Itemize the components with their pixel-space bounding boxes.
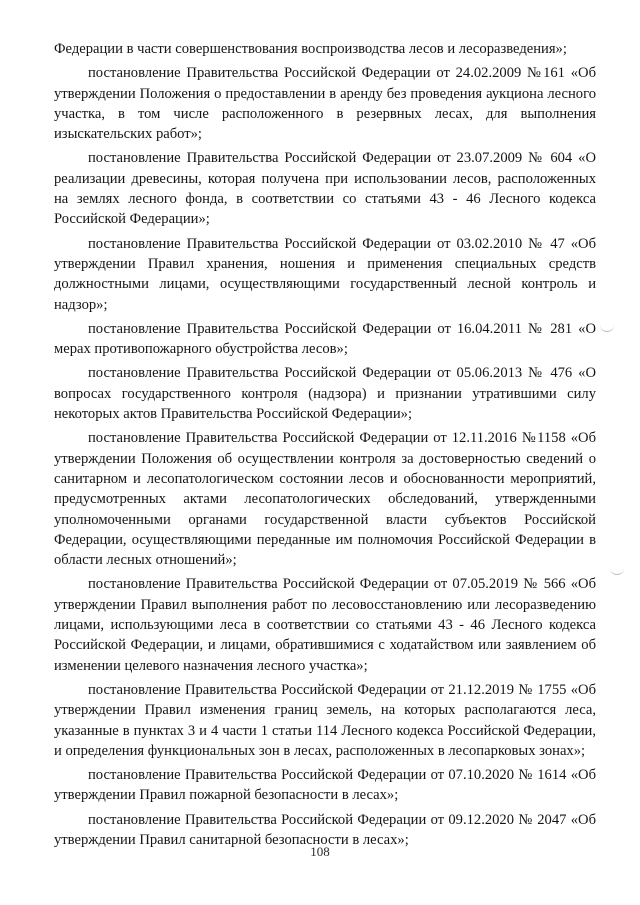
document-body xyxy=(54,39,596,854)
paragraph-decree-1158: постановление Правительства Российской Федерации от 12.11.2016 №1158 «Об утверждении Положения об осуществлении контроля за достоверностью сведений о санитарном и лесопатологическом состоянии лесов и обоснованности мероприятий, предусмотренных актами лесопатологических обследований, утвержденными уполномоченными органами государственной власти субъектов Российской Федерации, осуществляющими переданные им полномочия Российской Федерации в области лесных отношений»; xyxy=(54,430,596,569)
paragraph-decree-47: постановление Правительства Российской Федерации от 03.02.2010 № 47 «Об утверждении Правил хранения, ношения и применения специальных средств должностными лицами, осуществляющими государственный лесной контроль и надзор»; xyxy=(54,235,596,313)
paragraph-continuation: Федерации в части совершенствования воспроизводства лесов и лесоразведения»; xyxy=(54,41,567,57)
paragraph-decree-1614: постановление Правительства Российской Федерации от 07.10.2020 № 1614 «Об утверждении Правил пожарной безопасности в лесах»; xyxy=(54,767,596,804)
paragraph-decree-1755: постановление Правительства Российской Федерации от 21.12.2019 № 1755 «Об утверждении Правил изменения границ земель, на которых располагаются леса, указанные в пунктах 3 и 4 части 1 статьи 114 Лесного кодекса Российской Федерации, и определения функциональных зон в лесах, расположенных в лесопарковых зонах»; xyxy=(54,681,596,759)
scan-mark xyxy=(600,323,614,332)
paragraph-decree-604: постановление Правительства Российской Федерации от 23.07.2009 № 604 «О реализации древесины, которая получена при использовании лесов, расположенных на землях лесного фонда, в соответствии со статьями 43 - 46 Лесного кодекса Российской Федерации»; xyxy=(54,150,596,228)
scan-mark xyxy=(610,566,624,575)
paragraph-decree-2047: постановление Правительства Российской Федерации от 09.12.2020 № 2047 «Об утверждении Правил санитарной безопасности в лесах»; xyxy=(54,811,596,848)
page-number: 108 xyxy=(310,844,330,859)
paragraph-decree-161: постановление Правительства Российской Федерации от 24.02.2009 №161 «Об утверждении Положения о предоставлении в аренду без проведения аукциона лесного участка, в том числе расположенного в резервных лесах, для выполнения изыскательских работ»; xyxy=(54,65,596,143)
paragraph-decree-566: постановление Правительства Российской Федерации от 07.05.2019 № 566 «Об утверждении Правил выполнения работ по лесовосстановлению или лесоразведению лицами, использующими леса в соответствии со статьями 43 - 46 Лесного кодекса Российской Федерации, и лицами, обратившимися с ходатайством или заявлением об изменении целевого назначения лесного участка»; xyxy=(54,576,596,674)
paragraph-decree-281: постановление Правительства Российской Федерации от 16.04.2011 № 281 «О мерах противопожарного обустройства лесов»; xyxy=(54,320,596,358)
paragraph-decree-476: постановление Правительства Российской Федерации от 05.06.2013 № 476 «О вопросах государственного контроля (надзора) и признании утратившими силу некоторых актов Правительства Российской Федерации»; xyxy=(54,365,596,423)
